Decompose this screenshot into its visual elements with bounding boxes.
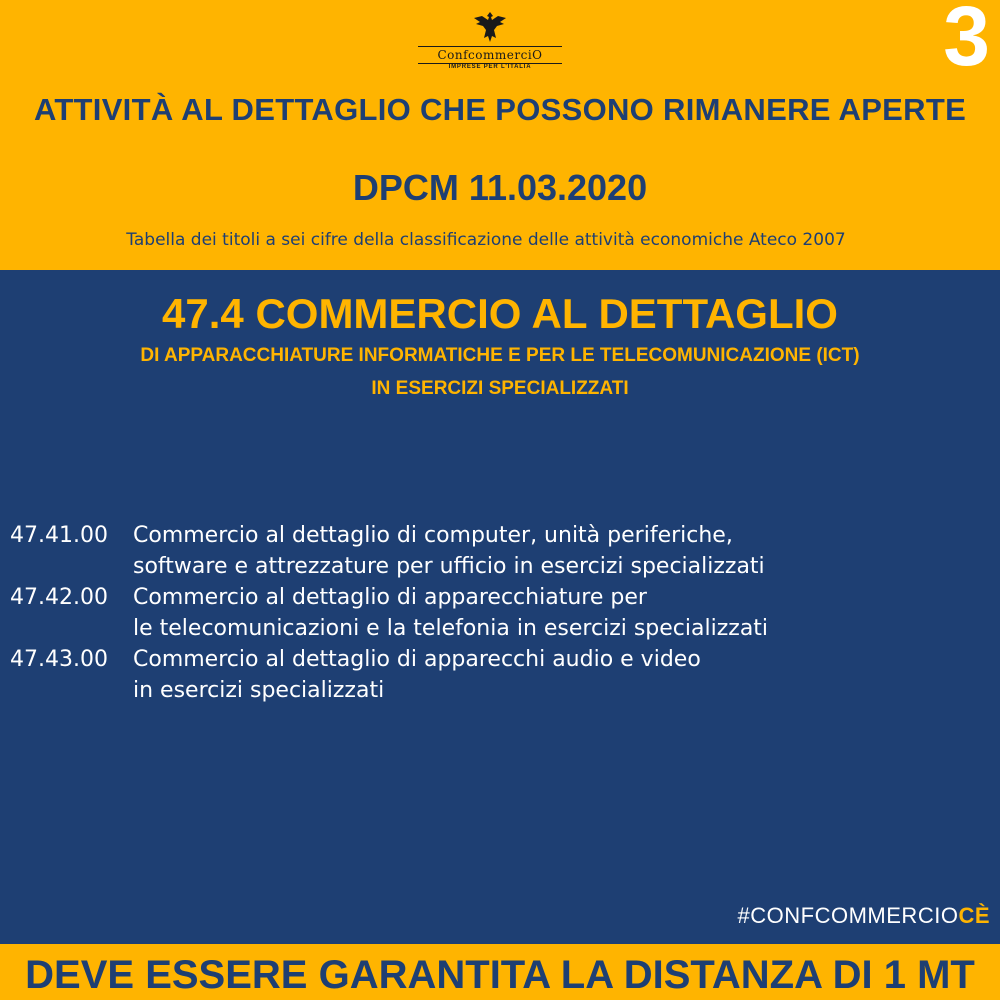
entry-description-line1: Commercio al dettaglio di apparecchiature per [133,585,647,610]
ateco-list [10,520,995,706]
page-title: ATTIVITÀ AL DETTAGLIO CHE POSSONO RIMANERE APERTE [33,92,967,127]
hashtag-accent: CÈ [958,903,990,928]
footer-banner: DEVE ESSERE GARANTITA LA DISTANZA DI 1 MT [0,944,1000,1000]
section-subtitle-line1: DI APPARACCHIATURE INFORMATICHE E PER LE TELECOMUNICAZIONE (ICT) [140,345,860,366]
eagle-icon [470,10,510,44]
list-item [10,582,995,644]
list-item [10,520,995,582]
confcommercio-logo [418,10,562,76]
ateco-code: 47.43.00 [10,647,108,672]
ateco-code: 47.42.00 [10,585,108,610]
logo-tagline: IMPRESE PER L'ITALIA [448,64,532,70]
entry-description-line2: in esercizi specializzati [133,678,385,703]
decree-date: DPCM 11.03.2020 [352,167,648,208]
hashtag [738,903,990,929]
entry-description-line2: le telecomunicazioni e la telefonia in esercizi specializzati [133,616,769,641]
page-subtitle: Tabella dei titoli a sei cifre della classificazione delle attività economiche Ateco 2007 [126,230,846,250]
hashtag-main: #CONFCOMMERCIO [737,903,959,928]
section-subtitle-line2: IN ESERCIZI SPECIALIZZATI [371,378,629,399]
entry-description-line1: Commercio al dettaglio di computer, unità periferiche, [133,523,733,548]
page-number: 3 [943,0,990,83]
logo-name: ConfcommerciO [418,46,562,64]
ateco-code: 47.41.00 [10,523,108,548]
entry-description-line1: Commercio al dettaglio di apparecchi audio e video [133,647,701,672]
section-title: 47.4 COMMERCIO AL DETTAGLIO [162,290,838,337]
content-panel [0,270,1000,944]
entry-description-line2: software e attrezzature per ufficio in esercizi specializzati [133,554,765,579]
list-item [10,644,995,706]
header-band [0,0,1000,270]
